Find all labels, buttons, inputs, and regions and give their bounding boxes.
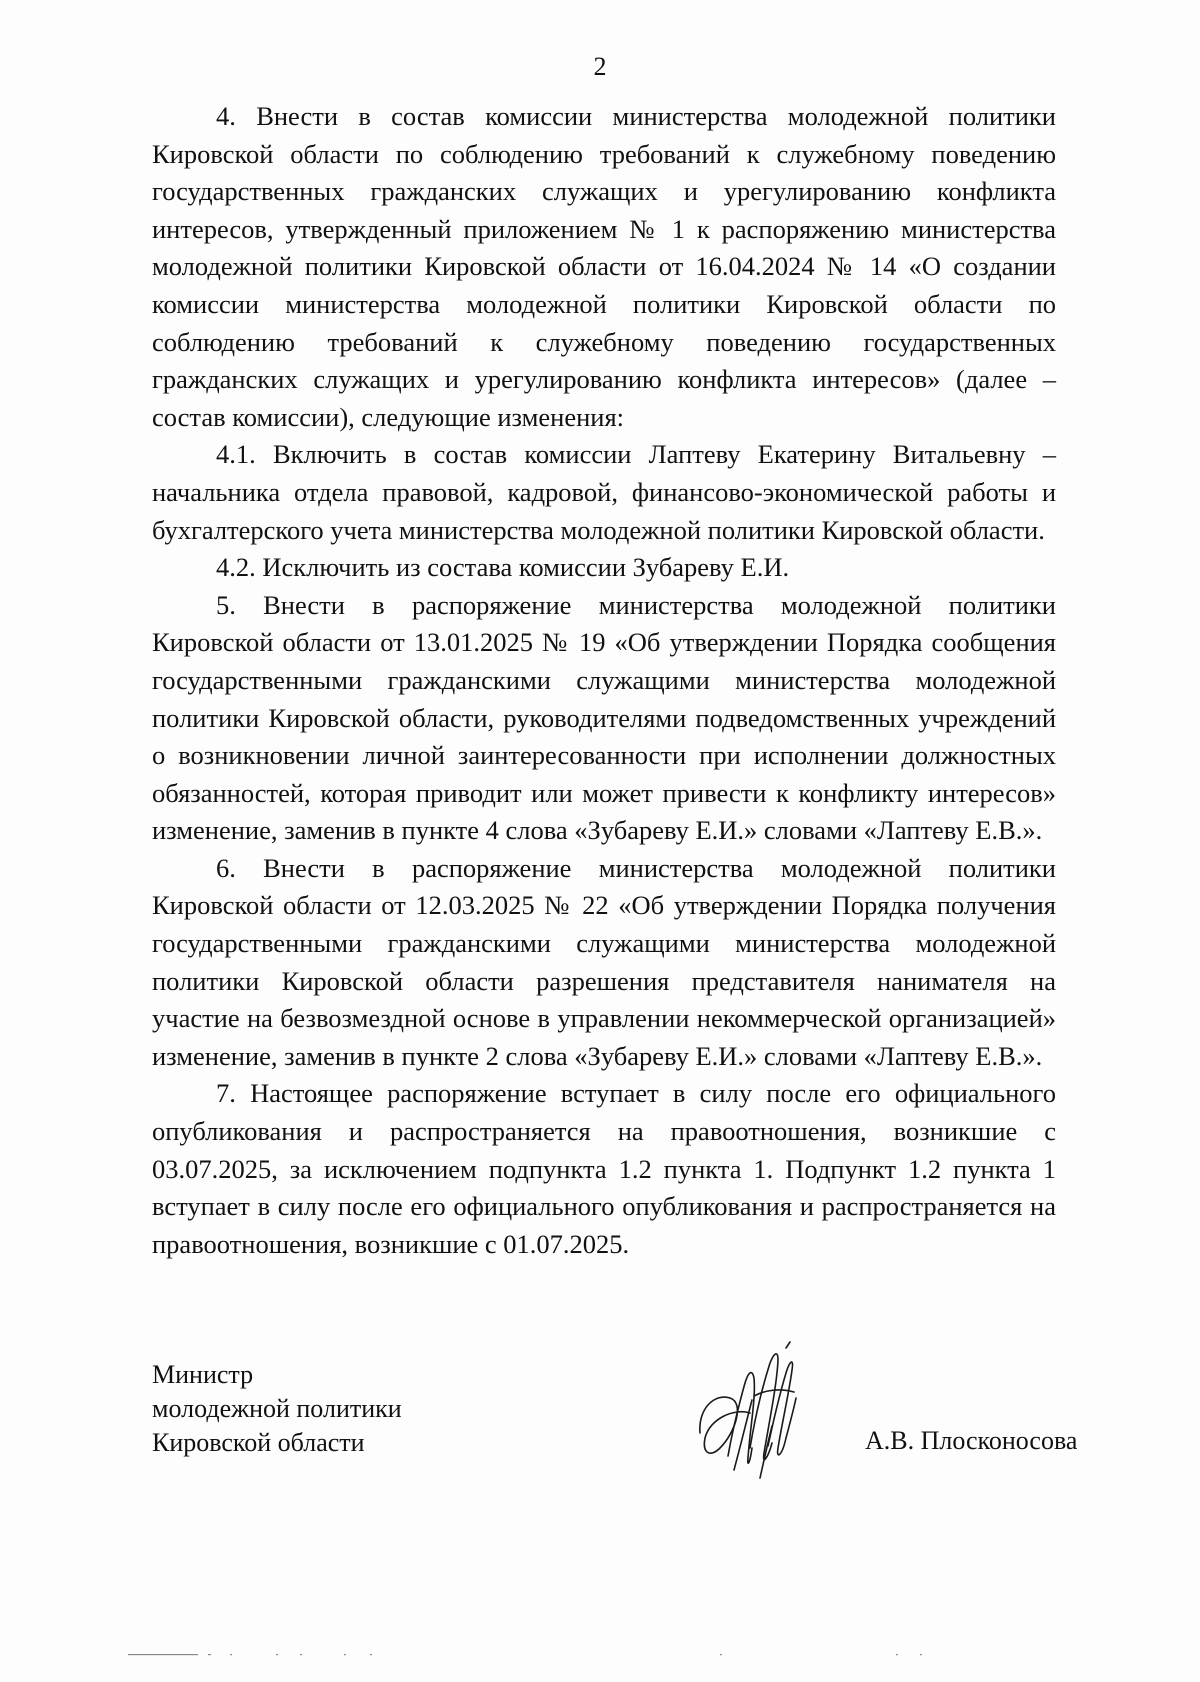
paragraph-item-7: 7. Настоящее распоряжение вступает в силу после его официального опубликования и распространяется на правоотношения, возникшие с 03.07.2025, за исключением подпункта 1.2 пункта 1. Подпункт 1.2 пункта 1 вступает в силу после его официального опубликования и распространяется на правоотношения, возникшие с 01.07.2025. <box>152 1078 1056 1259</box>
signer-position-line: Кировской области <box>152 1428 365 1457</box>
paragraph-item-5: 5. Внести в распоряжение министерства молодежной политики Кировской области от 13.01.2025 № 19 «Об утверждении Порядка сообщения государственными гражданскими служащими министерства молодежной политики Кировской области, руководителями подведомственных учреждений о возникновении личной заинтересованности при исполнении должностных обязанностей, которая приводит или может привести к конфликту интересов» изменение, заменив в пункте 4 слова «Зубареву Е.И.» словами «Лаптеву Е.В.». <box>152 589 1056 846</box>
paragraph-item-4-1: 4.1. Включить в состав комиссии Лаптеву Екатерину Витальевну – начальника отдела правовой, кадровой, финансово-экономической работы и бухгалтерского учета министерства молодежной политики Кировской области. <box>152 439 1056 545</box>
page-number: 2 <box>593 52 607 81</box>
paragraph-item-4-2: 4.2. Исключить из состава комиссии Зубареву Е.И. <box>216 552 790 583</box>
paragraph-item-4: 4. Внести в состав комиссии министерства молодежной политики Кировской области по соблюдению требований к служебному поведению государственных гражданских служащих и урегулированию конфликта интересов, утвержденный приложением № 1 к распоряжению министерства молодежной политики Кировской области от 16.04.2024 № 14 «О создании комиссии министерства молодежной политики Кировской области по соблюдению требований к служебному поведению государственных гражданских служащих и урегулированию конфликта интересов» (далее – состав комиссии), следующие изменения: <box>152 101 1056 432</box>
signer-position-line: Министр <box>152 1360 254 1389</box>
signer-name: А.В. Плосконосова <box>865 1426 1078 1455</box>
scan-artifact <box>0 1650 1200 1660</box>
document-body <box>152 98 1056 1263</box>
paragraph-item-6: 6. Внести в распоряжение министерства молодежной политики Кировской области от 12.03.2025 № 22 «Об утверждении Порядка получения государственными гражданскими служащими министерства молодежной политики Кировской области разрешения представителя нанимателя на участие на безвозмездной основе в управлении некоммерческой организацией» изменение, заменив в пункте 2 слова «Зубареву Е.И.» словами «Лаптеву Е.В.». <box>152 852 1056 1071</box>
signer-position-line: молодежной политики <box>152 1394 402 1423</box>
handwritten-signature <box>690 1338 810 1488</box>
signer-position <box>152 1358 402 1460</box>
